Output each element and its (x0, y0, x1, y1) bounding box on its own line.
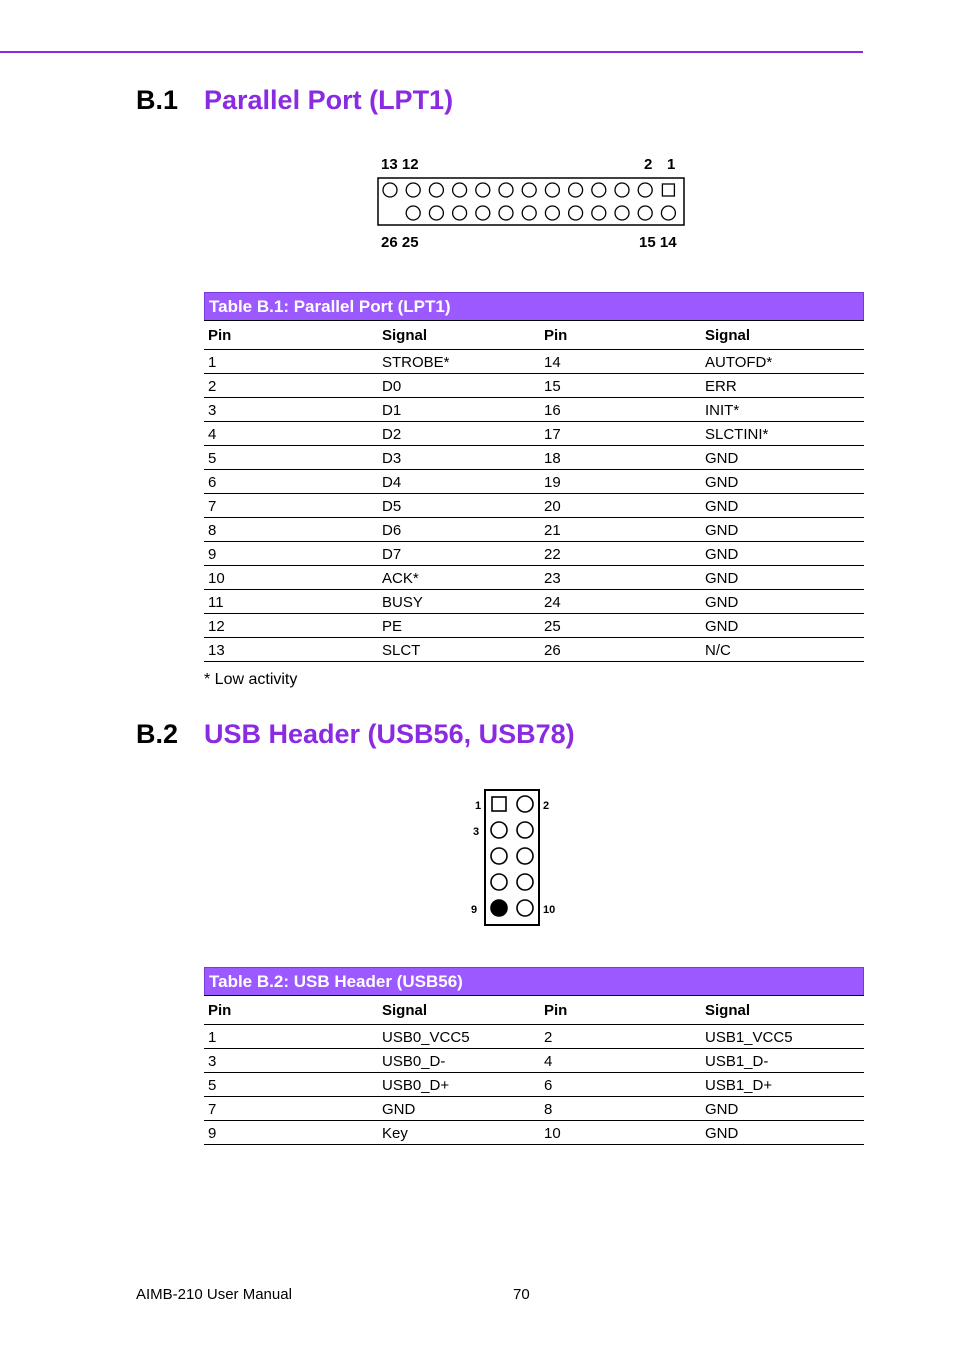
usb-header-svg (468, 786, 558, 931)
header-pin (491, 874, 507, 890)
header-pin (517, 848, 533, 864)
label-pin-2: 2 (644, 156, 653, 173)
pin-cell: 5 (204, 1073, 378, 1097)
pin-cell: 1 (204, 350, 378, 374)
header-pin (517, 796, 533, 812)
parallel-port-svg (375, 150, 690, 255)
pin-1-square (492, 797, 506, 811)
header-pin (491, 822, 507, 838)
pin-cell: 14 (540, 350, 701, 374)
footer-page-number: 70 (513, 1286, 530, 1303)
pin-cell: 24 (540, 590, 701, 614)
label-pin-2: 2 (543, 800, 550, 812)
low-activity-note: * Low activity (204, 671, 298, 688)
label-pins-26-25: 26 25 (381, 234, 419, 251)
pin-cell: 12 (204, 614, 378, 638)
header-signal: Signal (701, 321, 864, 350)
section-title: USB Header (USB56, USB78) (204, 719, 575, 749)
signal-cell: SLCT (378, 638, 540, 662)
header-pin (517, 822, 533, 838)
header-pin (517, 874, 533, 890)
bottom-row-pin (615, 206, 629, 220)
top-row-pin (499, 183, 513, 197)
bottom-row-pin (429, 206, 443, 220)
signal-cell: N/C (701, 638, 864, 662)
pin-cell: 11 (204, 590, 378, 614)
header-signal: Signal (701, 996, 864, 1025)
pin-cell: 2 (204, 374, 378, 398)
pin-cell: 23 (540, 566, 701, 590)
label-pin-3: 3 (473, 826, 480, 838)
signal-cell: INIT* (701, 398, 864, 422)
pin-cell: 17 (540, 422, 701, 446)
top-row-pin (522, 183, 536, 197)
top-row-pin (406, 183, 420, 197)
label-pins-15-14: 15 14 (639, 234, 677, 251)
signal-cell: GND (378, 1097, 540, 1121)
top-row-pin (569, 183, 583, 197)
pin-cell: 8 (204, 518, 378, 542)
signal-cell: GND (701, 446, 864, 470)
pin-cell: 4 (204, 422, 378, 446)
signal-cell: PE (378, 614, 540, 638)
pin-cell: 16 (540, 398, 701, 422)
bottom-row-pin (592, 206, 606, 220)
signal-cell: USB1_D- (701, 1049, 864, 1073)
table-caption: Table B.1: Parallel Port (LPT1) (204, 292, 864, 320)
signal-cell: D0 (378, 374, 540, 398)
table-row (204, 374, 864, 398)
pin-cell: 3 (204, 398, 378, 422)
signal-cell: ACK* (378, 566, 540, 590)
bottom-row-pin (522, 206, 536, 220)
table-row (204, 590, 864, 614)
signal-cell: D7 (378, 542, 540, 566)
signal-cell: GND (701, 566, 864, 590)
pin-cell: 8 (540, 1097, 701, 1121)
usb-header-pin-diagram (468, 786, 558, 931)
signal-cell: USB1_VCC5 (701, 1025, 864, 1049)
pin-cell: 18 (540, 446, 701, 470)
signal-cell: GND (701, 494, 864, 518)
bottom-row-pin (661, 206, 675, 220)
signal-cell: GND (701, 614, 864, 638)
top-row-pin (592, 183, 606, 197)
pin-cell: 1 (204, 1025, 378, 1049)
top-row-pin (545, 183, 559, 197)
signal-cell: STROBE* (378, 350, 540, 374)
section-heading-parallel-port (136, 84, 453, 116)
label-pin-1: 1 (475, 800, 482, 812)
pin-cell: 22 (540, 542, 701, 566)
header-rule (0, 51, 863, 53)
table-row (204, 518, 864, 542)
signal-cell: ERR (701, 374, 864, 398)
label-pins-13-12: 13 12 (381, 156, 419, 173)
table-row (204, 1121, 864, 1145)
signal-cell: GND (701, 590, 864, 614)
table-row (204, 398, 864, 422)
pin-cell: 4 (540, 1049, 701, 1073)
label-pin-1: 1 (667, 156, 676, 173)
pin-cell: 5 (204, 446, 378, 470)
table-row (204, 494, 864, 518)
signal-cell: D1 (378, 398, 540, 422)
key-pin (491, 900, 507, 916)
table-header-row (204, 996, 864, 1025)
pin-cell: 9 (204, 542, 378, 566)
signal-cell: GND (701, 1121, 864, 1145)
signal-cell: GND (701, 542, 864, 566)
section-title: Parallel Port (LPT1) (204, 85, 454, 115)
top-row-pin (615, 183, 629, 197)
table-row (204, 1073, 864, 1097)
bottom-row-pin (499, 206, 513, 220)
label-pin-9: 9 (471, 904, 478, 916)
table-row (204, 470, 864, 494)
table-caption: Table B.2: USB Header (USB56) (204, 967, 864, 995)
pin-cell: 2 (540, 1025, 701, 1049)
header-signal: Signal (378, 321, 540, 350)
table-row (204, 1097, 864, 1121)
signal-cell: USB0_D+ (378, 1073, 540, 1097)
pin-cell: 7 (204, 494, 378, 518)
connector-outline (378, 178, 684, 225)
signal-cell: USB0_VCC5 (378, 1025, 540, 1049)
bottom-row-pin (406, 206, 420, 220)
top-row-pin (476, 183, 490, 197)
header-pin: Pin (540, 321, 701, 350)
table-row (204, 446, 864, 470)
pin-cell: 7 (204, 1097, 378, 1121)
signal-cell: AUTOFD* (701, 350, 864, 374)
footer-manual-title: AIMB-210 User Manual (136, 1286, 292, 1303)
signal-cell: USB0_D- (378, 1049, 540, 1073)
header-pin (491, 848, 507, 864)
header-pins (491, 796, 533, 916)
pin-cell: 13 (204, 638, 378, 662)
signal-cell: GND (701, 470, 864, 494)
signal-cell: D3 (378, 446, 540, 470)
signal-cell: Key (378, 1121, 540, 1145)
pin-cell: 20 (540, 494, 701, 518)
table-row (204, 614, 864, 638)
connector-pins (383, 183, 675, 220)
label-pin-10: 10 (543, 904, 556, 916)
pin-1-square (662, 184, 674, 196)
table-row (204, 566, 864, 590)
table-row (204, 422, 864, 446)
top-row-pin (429, 183, 443, 197)
bottom-row-pin (638, 206, 652, 220)
bottom-row-pin (453, 206, 467, 220)
header-pin: Pin (204, 996, 378, 1025)
pin-cell: 6 (540, 1073, 701, 1097)
signal-cell: D2 (378, 422, 540, 446)
signal-cell: D5 (378, 494, 540, 518)
top-row-pin (383, 183, 397, 197)
signal-cell: D6 (378, 518, 540, 542)
signal-cell: SLCTINI* (701, 422, 864, 446)
signal-cell: D4 (378, 470, 540, 494)
pin-cell: 10 (204, 566, 378, 590)
table-row (204, 350, 864, 374)
signal-cell: GND (701, 1097, 864, 1121)
signal-cell: GND (701, 518, 864, 542)
bottom-row-pin (476, 206, 490, 220)
signal-cell: BUSY (378, 590, 540, 614)
pin-cell: 9 (204, 1121, 378, 1145)
pin-cell: 26 (540, 638, 701, 662)
usb-header-table (204, 967, 864, 1145)
header-pin: Pin (204, 321, 378, 350)
parallel-port-pin-diagram (375, 150, 690, 255)
pin-cell: 19 (540, 470, 701, 494)
pin-cell: 6 (204, 470, 378, 494)
pin-cell: 3 (204, 1049, 378, 1073)
section-number: B.1 (136, 85, 179, 115)
table-row (204, 638, 864, 662)
header-pin: Pin (540, 996, 701, 1025)
table-row (204, 1025, 864, 1049)
bottom-row-pin (569, 206, 583, 220)
section-number: B.2 (136, 719, 179, 749)
parallel-port-table (204, 292, 864, 662)
pin-cell: 21 (540, 518, 701, 542)
table-header-row (204, 321, 864, 350)
header-signal: Signal (378, 996, 540, 1025)
section-heading-usb-header (136, 718, 575, 750)
pin-cell: 15 (540, 374, 701, 398)
bottom-row-pin (545, 206, 559, 220)
pin-cell: 10 (540, 1121, 701, 1145)
top-row-pin (453, 183, 467, 197)
top-row-pin (638, 183, 652, 197)
header-pin (517, 900, 533, 916)
pin-cell: 25 (540, 614, 701, 638)
table-row (204, 542, 864, 566)
table-row (204, 1049, 864, 1073)
signal-cell: USB1_D+ (701, 1073, 864, 1097)
